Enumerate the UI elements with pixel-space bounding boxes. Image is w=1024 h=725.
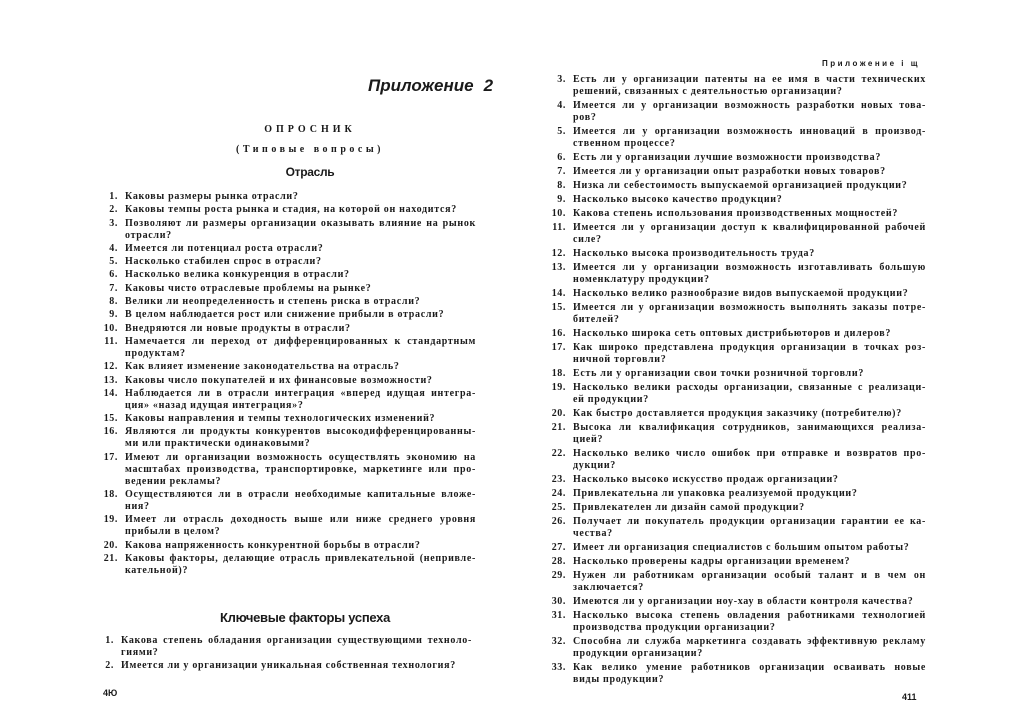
- question-line: ми или практически одинаковыми?: [125, 438, 311, 450]
- question-line: Имеется ли у организации уникальная собственная технология?: [121, 660, 456, 672]
- question-line: Какова напряженность конкурентной борьбы в отрасли?: [125, 539, 421, 551]
- question-item: [540, 262, 926, 286]
- question-line: Какова степень использования производственных мощностей?: [573, 208, 899, 219]
- question-text: [573, 222, 926, 246]
- question-item: [92, 489, 476, 513]
- question-item: [88, 635, 472, 659]
- question-line: Способна ли служба маркетинга создавать эффективную рекламу: [573, 636, 926, 647]
- question-line: ния?: [125, 501, 150, 513]
- question-number: 8.: [557, 180, 566, 191]
- question-item: [92, 323, 476, 335]
- question-number: 10.: [551, 208, 566, 219]
- question-item: [92, 361, 476, 373]
- question-item: [540, 368, 926, 380]
- question-text: [125, 489, 476, 513]
- question-line: ей продукции?: [573, 394, 649, 405]
- question-line: Как влияет изменение законодательства на отрасль?: [125, 361, 400, 373]
- question-number: 14.: [103, 387, 118, 399]
- question-text: [573, 100, 926, 124]
- question-number: 4.: [557, 100, 566, 111]
- question-number: 1.: [109, 191, 118, 202]
- question-item: [92, 426, 476, 450]
- question-line: Каковы чисто отраслевые проблемы на рынке?: [125, 282, 372, 294]
- page-number-right: 411: [902, 692, 917, 702]
- question-text: [573, 126, 926, 150]
- question-line: Насколько проверены кадры организации временем?: [573, 556, 851, 567]
- question-line: Насколько высока степень овладения работниками технологией: [573, 610, 926, 621]
- page-number-left: 4Ю: [103, 688, 118, 698]
- appendix-number: 2: [483, 76, 494, 95]
- question-item: [92, 540, 476, 552]
- question-line: Имеется ли у организации доступ к квалифицированной рабочей: [573, 222, 926, 233]
- question-number: 18.: [551, 368, 566, 379]
- question-item: [540, 208, 926, 220]
- question-line: Намечается ли переход от дифференцированных к стандартным: [125, 335, 476, 347]
- question-line: Получает ли покупатель продукции организации гарантии ее ка-: [573, 516, 926, 527]
- question-item: [540, 636, 926, 660]
- question-text: [125, 336, 476, 360]
- question-item: [92, 256, 476, 268]
- question-number: 20.: [103, 539, 118, 551]
- question-item: [88, 660, 472, 672]
- question-item: [92, 375, 476, 387]
- key-factors-questions-list: [88, 635, 472, 674]
- question-text: [573, 474, 926, 486]
- question-line: гиями?: [121, 647, 159, 658]
- question-line: В целом наблюдается рост или снижение прибыли в отрасли?: [125, 309, 445, 321]
- question-item: [540, 448, 926, 472]
- question-item: [540, 488, 926, 500]
- question-item: [540, 662, 926, 686]
- running-head: Приложение і щ: [822, 59, 920, 68]
- question-number: 17.: [103, 451, 118, 463]
- question-line: Осуществляются ли в отрасли необходимые капитальные вложе-: [125, 489, 476, 501]
- section-industry-heading: Отрасль: [285, 165, 335, 179]
- question-line: Каковы направления и темпы технологических изменений?: [125, 413, 436, 425]
- question-number: 2.: [109, 204, 118, 216]
- question-line: Насколько велики расходы организации, связанные с реализаци-: [573, 382, 926, 393]
- question-text: [573, 542, 926, 554]
- question-item: [540, 180, 926, 192]
- question-line: Насколько широка сеть оптовых дистрибьюторов и дилеров?: [573, 328, 892, 339]
- question-number: 27.: [551, 542, 566, 553]
- appendix-title: [368, 76, 493, 96]
- question-line: Нужен ли работникам организации особый талант и в чем он: [573, 570, 926, 581]
- question-text: [573, 288, 926, 300]
- question-number: 5.: [557, 126, 566, 137]
- question-line: Привлекательна ли упаковка реализуемой продукции?: [573, 488, 858, 499]
- question-text: [125, 426, 476, 450]
- key-factors-questions-list-continued: [540, 74, 926, 688]
- question-item: [92, 191, 476, 203]
- question-item: [540, 408, 926, 420]
- question-number: 8.: [109, 296, 118, 308]
- question-number: 25.: [551, 502, 566, 513]
- question-line: Внедряются ли новые продукты в отрасли?: [125, 322, 351, 334]
- question-line: кательной)?: [125, 564, 189, 576]
- question-line: заключается?: [573, 582, 645, 593]
- question-text: [125, 309, 476, 321]
- question-item: [540, 516, 926, 540]
- question-number: 17.: [551, 342, 566, 353]
- question-item: [540, 570, 926, 594]
- question-text: [125, 540, 476, 552]
- question-item: [92, 296, 476, 308]
- question-line: ничной торговли?: [573, 354, 667, 365]
- question-number: 7.: [109, 282, 118, 294]
- question-line: Как быстро доставляется продукция заказчику (потребителю)?: [573, 408, 902, 419]
- question-line: Имеется ли у организации возможность инноваций в производ-: [573, 126, 926, 137]
- question-line: Насколько высоко искусство продаж организации?: [573, 474, 839, 485]
- question-line: Высока ли квалификация сотрудников, занимающихся реализа-: [573, 422, 926, 433]
- question-item: [92, 309, 476, 321]
- question-text: [573, 328, 926, 340]
- question-text: [573, 166, 926, 178]
- question-item: [540, 126, 926, 150]
- question-number: 18.: [103, 489, 118, 501]
- question-item: [92, 336, 476, 360]
- question-text: [125, 204, 476, 216]
- question-line: Являются ли продукты конкурентов высокодифференцированны-: [125, 426, 476, 438]
- question-line: Каковы размеры рынка отрасли?: [125, 191, 299, 202]
- question-line: ров?: [573, 112, 597, 123]
- question-number: 6.: [109, 269, 118, 281]
- question-text: [125, 218, 476, 242]
- question-line: Каковы факторы, делающие отрасль привлекательной (непривле-: [125, 552, 476, 564]
- question-item: [92, 243, 476, 255]
- question-item: [540, 422, 926, 446]
- question-item: [540, 556, 926, 568]
- section-key-success-factors-heading: Ключевые факторы успеха: [219, 610, 391, 625]
- question-text: [125, 375, 476, 387]
- question-line: Насколько велика конкуренция в отрасли?: [125, 269, 350, 281]
- question-item: [540, 248, 926, 260]
- question-number: 12.: [551, 248, 566, 259]
- questionnaire-heading: ОПРОСНИК: [264, 124, 356, 135]
- question-number: 2.: [105, 660, 114, 672]
- question-line: Есть ли у организации патенты на ее имя в части технических: [573, 74, 926, 85]
- question-line: Насколько стабилен спрос в отрасли?: [125, 256, 322, 268]
- question-line: Есть ли у организации лучшие возможности производства?: [573, 152, 882, 163]
- question-item: [92, 204, 476, 216]
- question-item: [92, 413, 476, 425]
- question-line: Имеет ли организация специалистов с большим опытом работы?: [573, 542, 910, 553]
- question-line: Какова степень обладания организации существующими техноло-: [121, 635, 472, 646]
- question-number: 13.: [103, 374, 118, 386]
- question-number: 30.: [551, 596, 566, 607]
- question-line: Каковы число покупателей и их финансовые возможности?: [125, 374, 433, 386]
- question-text: [125, 514, 476, 538]
- question-line: Позволяют ли размеры организации оказывать влияние на рынок: [125, 217, 476, 229]
- question-number: 21.: [103, 552, 118, 564]
- question-text: [125, 388, 476, 412]
- question-text: [125, 191, 476, 203]
- question-text: [573, 556, 926, 568]
- question-text: [125, 256, 476, 268]
- question-text: [125, 296, 476, 308]
- question-item: [540, 288, 926, 300]
- question-text: [573, 596, 926, 608]
- question-number: 3.: [557, 74, 566, 85]
- question-line: прибыли в целом?: [125, 526, 221, 538]
- question-line: Насколько велико число ошибок при отправке и возвратов про-: [573, 448, 926, 459]
- question-text: [573, 342, 926, 366]
- questionnaire-subheading: (Типовые вопросы): [236, 144, 384, 155]
- question-line: продуктам?: [125, 347, 186, 359]
- question-item: [540, 194, 926, 206]
- question-text: [573, 180, 926, 192]
- question-item: [540, 100, 926, 124]
- question-line: производства продукции организации?: [573, 622, 776, 633]
- question-number: 21.: [551, 422, 566, 433]
- question-item: [540, 342, 926, 366]
- question-line: Как велико умение работников организации осваивать новые: [573, 662, 926, 673]
- question-line: Есть ли у организации свои точки розничной торговли?: [573, 368, 865, 379]
- question-text: [573, 152, 926, 164]
- question-text: [125, 269, 476, 281]
- question-text: [125, 413, 476, 425]
- question-text: [573, 516, 926, 540]
- question-line: Наблюдается ли в отрасли интеграция «вперед идущая интегра-: [125, 387, 476, 399]
- question-line: дукции?: [573, 460, 617, 471]
- question-line: Насколько велико разнообразие видов выпускаемой продукции?: [573, 288, 909, 299]
- question-line: номенклатуру продукции?: [573, 274, 710, 285]
- question-line: Имеют ли организации возможность осуществлять экономию на: [125, 451, 476, 463]
- question-text: [573, 570, 926, 594]
- question-number: 29.: [551, 570, 566, 581]
- question-item: [540, 474, 926, 486]
- question-number: 15.: [103, 413, 118, 425]
- question-item: [92, 283, 476, 295]
- question-number: 26.: [551, 516, 566, 527]
- question-text: [125, 323, 476, 335]
- question-text: [121, 635, 472, 659]
- question-number: 1.: [105, 635, 114, 646]
- question-item: [92, 514, 476, 538]
- question-number: 32.: [551, 636, 566, 647]
- question-number: 28.: [551, 556, 566, 567]
- question-text: [125, 283, 476, 295]
- question-number: 3.: [109, 217, 118, 229]
- question-line: Имеется ли у организации возможность выполнять заказы потре-: [573, 302, 926, 313]
- question-number: 16.: [103, 426, 118, 438]
- question-line: Имеется ли потенциал роста отрасли?: [125, 242, 324, 254]
- question-text: [573, 448, 926, 472]
- question-number: 12.: [103, 361, 118, 373]
- question-line: Имеется ли у организации возможность разработки новых това-: [573, 100, 926, 111]
- question-number: 15.: [551, 302, 566, 313]
- question-number: 20.: [551, 408, 566, 419]
- question-line: Привлекателен ли дизайн самой продукции?: [573, 502, 805, 513]
- question-line: ция» «назад идущая интеграция»?: [125, 399, 304, 411]
- question-number: 23.: [551, 474, 566, 485]
- question-number: 24.: [551, 488, 566, 499]
- question-item: [540, 596, 926, 608]
- question-line: Имеет ли отрасль доходность выше или ниже среднего уровня: [125, 514, 476, 526]
- question-number: 16.: [551, 328, 566, 339]
- question-item: [540, 152, 926, 164]
- question-item: [540, 542, 926, 554]
- question-number: 33.: [551, 662, 566, 673]
- question-text: [125, 553, 476, 577]
- question-line: продукции организации?: [573, 648, 703, 659]
- question-item: [540, 302, 926, 326]
- question-line: Имеется ли у организации возможность изготавливать большую: [573, 262, 926, 273]
- question-text: [573, 408, 926, 420]
- question-line: чества?: [573, 528, 613, 539]
- question-number: 19.: [103, 514, 118, 526]
- question-line: бителей?: [573, 314, 620, 325]
- question-item: [92, 269, 476, 281]
- question-text: [573, 610, 926, 634]
- question-number: 6.: [557, 152, 566, 163]
- question-number: 9.: [109, 309, 118, 321]
- question-text: [573, 422, 926, 446]
- question-text: [573, 262, 926, 286]
- question-text: [573, 502, 926, 514]
- question-item: [92, 218, 476, 242]
- question-line: решений, связанных с деятельностью организации?: [573, 86, 843, 97]
- question-text: [573, 636, 926, 660]
- question-item: [540, 222, 926, 246]
- question-line: масштабах производства, транспортировке, маркетинге или про-: [125, 463, 476, 475]
- question-line: Велики ли неопределенность и степень риска в отрасли?: [125, 296, 421, 308]
- question-text: [573, 208, 926, 220]
- question-number: 11.: [552, 222, 566, 233]
- question-text: [573, 488, 926, 500]
- question-text: [573, 302, 926, 326]
- question-item: [540, 74, 926, 98]
- question-text: [573, 382, 926, 406]
- question-text: [573, 248, 926, 260]
- question-text: [125, 243, 476, 255]
- question-text: [125, 452, 476, 488]
- question-line: Насколько высоко качество продукции?: [573, 194, 783, 205]
- question-text: [573, 368, 926, 380]
- question-text: [121, 660, 472, 672]
- question-line: Имеется ли у организации опыт разработки новых товаров?: [573, 166, 886, 177]
- question-line: виды продукции?: [573, 674, 665, 685]
- question-line: отрасли?: [125, 229, 172, 241]
- question-line: силе?: [573, 234, 602, 245]
- question-number: 22.: [551, 448, 566, 459]
- question-item: [92, 553, 476, 577]
- appendix-title-text: Приложение: [368, 76, 474, 95]
- question-number: 19.: [551, 382, 566, 393]
- question-item: [540, 610, 926, 634]
- question-line: цией?: [573, 434, 604, 445]
- question-line: Низка ли себестоимость выпускаемой организацией продукции?: [573, 180, 908, 191]
- question-number: 11.: [104, 335, 118, 347]
- question-number: 9.: [557, 194, 566, 205]
- question-item: [540, 166, 926, 178]
- question-number: 10.: [103, 322, 118, 334]
- question-line: Как широко представлена продукция организации в точках роз-: [573, 342, 926, 353]
- question-item: [92, 388, 476, 412]
- question-item: [540, 328, 926, 340]
- question-text: [573, 194, 926, 206]
- question-number: 14.: [551, 288, 566, 299]
- question-number: 31.: [551, 610, 566, 621]
- question-item: [540, 382, 926, 406]
- question-line: Насколько высока производительность труда?: [573, 248, 815, 259]
- question-text: [573, 74, 926, 98]
- question-line: Каковы темпы роста рынка и стадия, на которой он находится?: [125, 204, 457, 216]
- question-number: 4.: [109, 242, 118, 254]
- question-text: [573, 662, 926, 686]
- question-number: 13.: [551, 262, 566, 273]
- question-line: ведении рекламы?: [125, 475, 222, 487]
- question-number: 7.: [557, 166, 566, 177]
- question-line: Имеются ли у организации ноу-хау в области контроля качества?: [573, 596, 914, 607]
- industry-questions-list: [92, 191, 476, 578]
- question-line: ственном процессе?: [573, 138, 676, 149]
- question-text: [125, 361, 476, 373]
- question-item: [92, 452, 476, 488]
- question-number: 5.: [109, 256, 118, 268]
- question-item: [540, 502, 926, 514]
